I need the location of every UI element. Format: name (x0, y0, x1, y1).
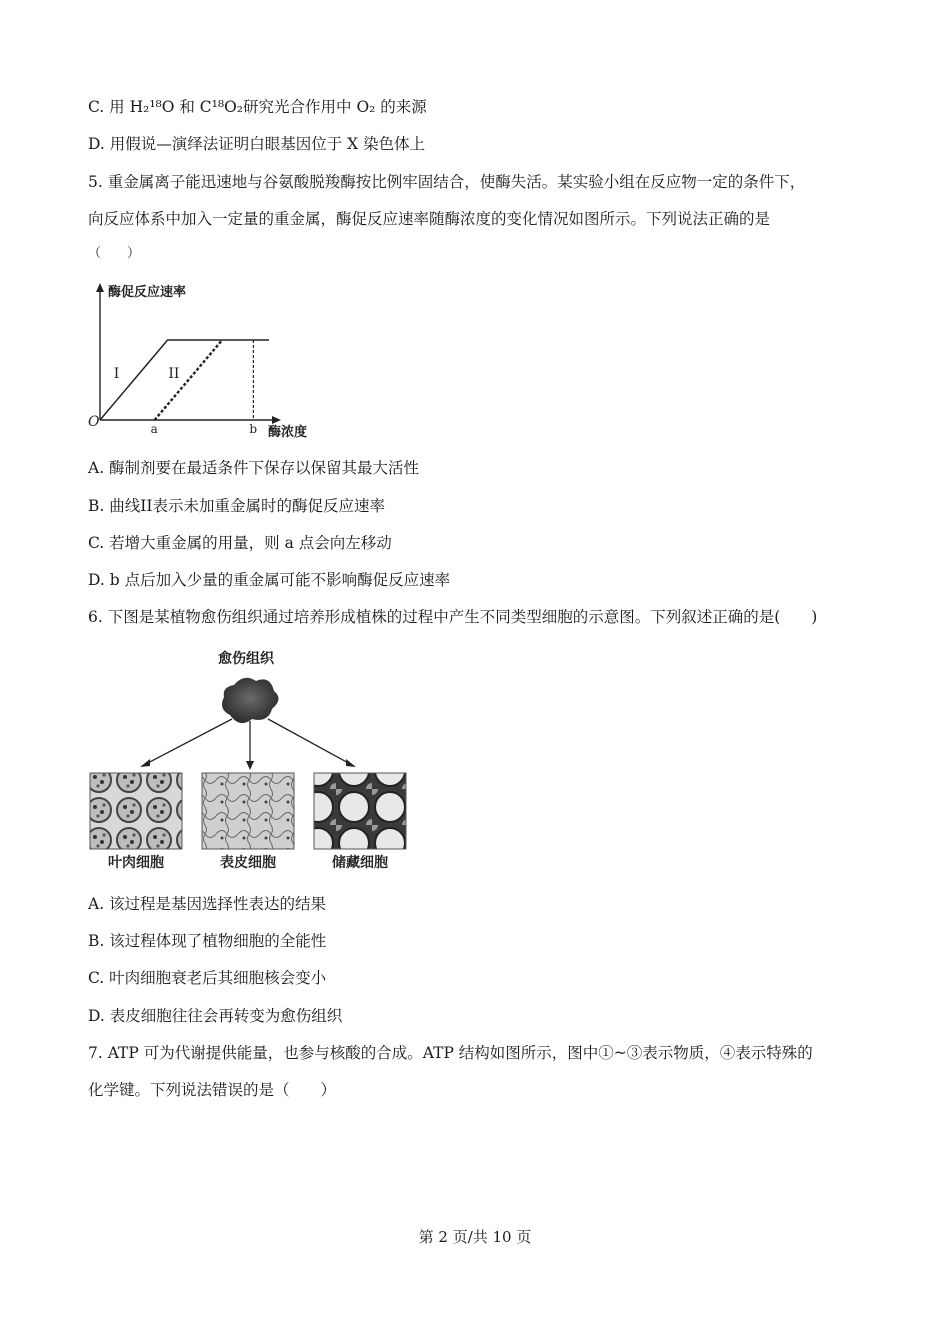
x-axis-label: 酶浓度 (268, 425, 308, 440)
prev-option-c: C. 用 H₂¹⁸O 和 C¹⁸O₂研究光合作用中 O₂ 的来源 (88, 98, 427, 116)
y-axis-arrow (96, 283, 104, 292)
q5-stem-line-1: 5. 重金属离子能迅速地与谷氨酸脱羧酶按比例牢固结合，使酶失活。某实验小组在反应物一定的条件下， (88, 173, 806, 191)
q6-option-a: A. 该过程是基因选择性表达的结果 (88, 895, 327, 913)
q6-stem: 6. 下图是某植物愈伤组织通过培养形成植株的过程中产生不同类型细胞的示意图。下列叙述正确的是( ) (88, 608, 818, 626)
page-footer: 第 2 页/共 10 页 (418, 1228, 532, 1246)
q6-option-c: C. 叶肉细胞衰老后其细胞核会变小 (88, 969, 327, 987)
x-mark-a: a (150, 422, 158, 436)
mesophyll-cell-label: 叶肉细胞 (108, 855, 164, 871)
storage-cell-image (314, 773, 406, 849)
epidermal-cell-label: 表皮细胞 (220, 855, 276, 871)
q5-option-b: B. 曲线II表示未加重金属时的酶促反应速率 (88, 497, 385, 515)
arrow-right (268, 719, 352, 765)
curve-ii (155, 340, 223, 420)
origin-label: O (88, 414, 100, 430)
arrow-left (144, 719, 232, 765)
curve-label-ii: II (168, 366, 180, 382)
q7-stem-line-1: 7. ATP 可为代谢提供能量，也参与核酸的合成。ATP 结构如图所示，图中①~③表示物质，④表示特殊的 (88, 1044, 813, 1062)
q5-option-a: A. 酶制剂要在最适条件下保存以保留其最大活性 (88, 459, 420, 477)
q6-option-d: D. 表皮细胞往往会再转变为愈伤组织 (88, 1007, 343, 1025)
epidermal-cell-image (202, 773, 294, 849)
prev-option-d: D. 用假说—演绎法证明白眼基因位于 X 染色体上 (88, 135, 426, 153)
q5-option-d: D. b 点后加入少量的重金属可能不影响酶促反应速率 (88, 571, 451, 589)
q5-stem-line-2: 向反应体系中加入一定量的重金属，酶促反应速率随酶浓度的变化情况如图所示。下列说法正确的是 (88, 210, 771, 228)
q7-stem-line-2: 化学键。下列说法错误的是（ ） (88, 1081, 337, 1099)
callus-tissue-image (222, 678, 279, 723)
q5-option-c: C. 若增大重金属的用量，则 a 点会向左移动 (88, 534, 392, 552)
q6-option-b: B. 该过程体现了植物细胞的全能性 (88, 932, 327, 950)
mesophyll-cell-image (90, 773, 182, 849)
storage-cell-label: 储藏细胞 (332, 855, 388, 871)
curve-i (100, 340, 269, 420)
x-axis-arrow (272, 416, 281, 424)
y-axis-label: 酶促反应速率 (108, 285, 187, 300)
curve-label-i: I (113, 366, 120, 382)
arrow-middle-head (246, 761, 254, 770)
enzyme-rate-graph (82, 280, 332, 440)
arrow-right-head (346, 759, 356, 767)
callus-differentiation-diagram (84, 645, 424, 875)
x-mark-b: b (249, 422, 258, 436)
callus-label: 愈伤组织 (218, 651, 274, 667)
q5-answer-bracket: （ ） (88, 246, 141, 261)
arrow-left-head (140, 759, 150, 767)
